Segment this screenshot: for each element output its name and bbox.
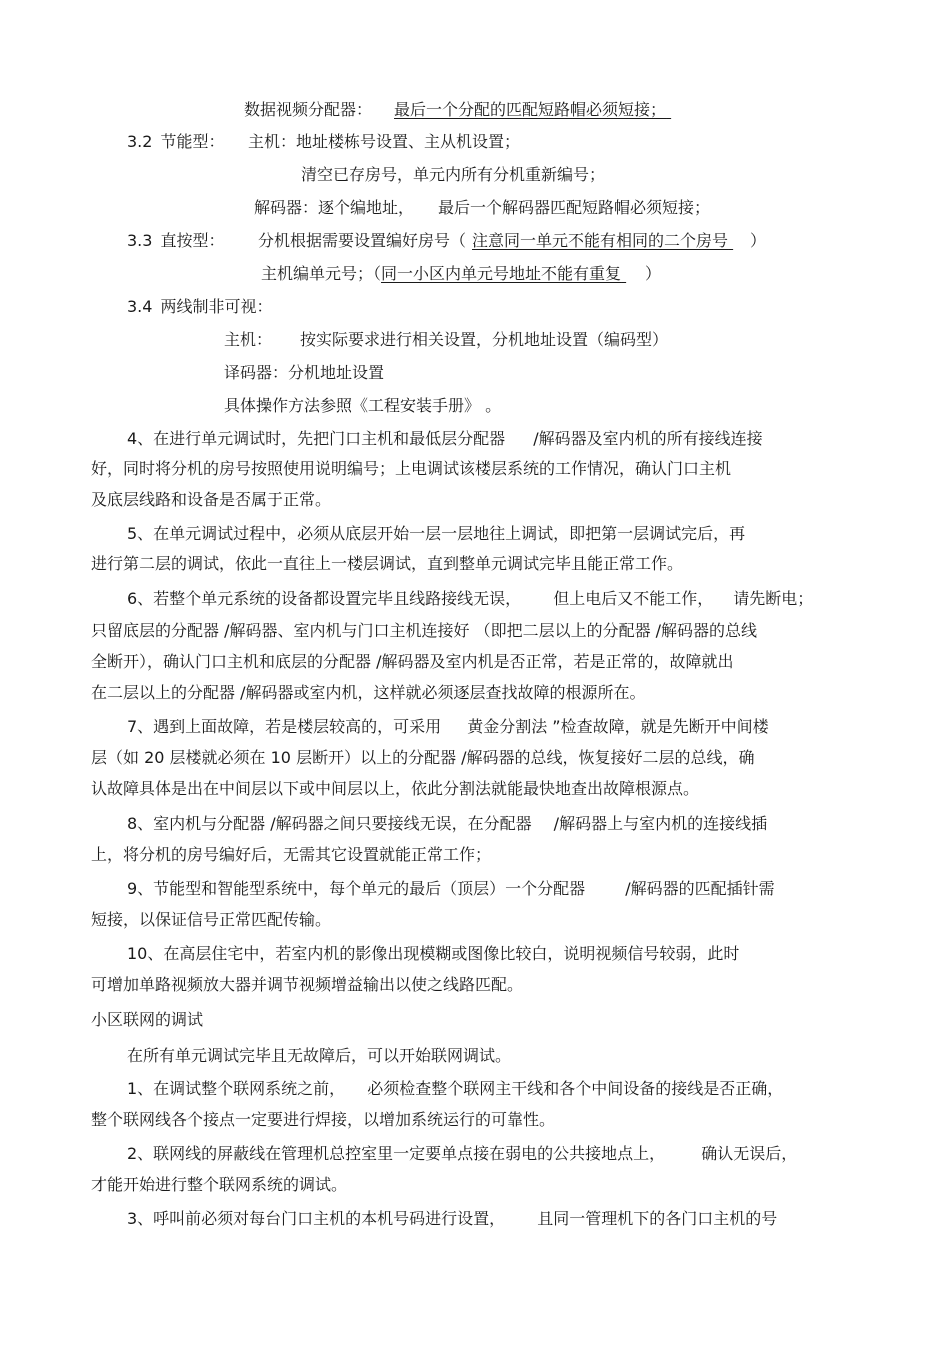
section-3-3-line1: 分机根据需要设置编好房号（ 注意同一单元不能有相同的二个房号 ） xyxy=(258,231,767,250)
para6-line3: 全断开），确认门口主机和底层的分配器 /解码器及室内机是否正常，若是正常的，故障就出 xyxy=(91,652,734,671)
para7-line1: 7、遇到上面故障，若是楼层较高的，可采用 黄金分割法 ”检查故障，就是先断开中间楼 xyxy=(127,717,769,736)
section-title: 两线制非可视： xyxy=(160,297,273,316)
para9-line2: 短接，以保证信号正常匹配传输。 xyxy=(91,910,332,929)
network-heading: 小区联网的调试 xyxy=(91,1010,204,1029)
para7-line3: 认故障具体是出在中间层以下或中间层以上，依此分割法就能最快地查出故障根源点。 xyxy=(91,779,700,798)
para6-line2: 只留底层的分配器 /解码器、室内机与门口主机连接好 （即把二层以上的分配器 /解码器的总线 xyxy=(91,621,758,640)
para8-line1: 8、室内机与分配器 /解码器之间只要接线无误，在分配器 /解码器上与室内机的连接线插 xyxy=(127,814,768,833)
section-title: 节能型： xyxy=(160,132,225,151)
section-number: 3.4 xyxy=(127,297,153,316)
section-3-2-line3: 解码器：逐个编地址， 最后一个解码器匹配短路帽必须短接； xyxy=(254,198,711,217)
network-p1-line2: 整个联网线各个接点一定要进行焊接，以增加系统运行的可靠性。 xyxy=(91,1110,556,1129)
para9-line1: 9、节能型和智能型系统中，每个单元的最后（顶层）一个分配器 /解码器的匹配插针需 xyxy=(127,879,775,898)
unit-number-note: 同一小区内单元号地址不能有重复 xyxy=(381,264,622,283)
para10-line2: 可增加单路视频放大器并调节视频增益输出以使之线路匹配。 xyxy=(91,975,524,994)
network-intro: 在所有单元调试完毕且无故障后，可以开始联网调试。 xyxy=(127,1046,512,1065)
para5-line1: 5、在单元调试过程中，必须从底层开始一层一层地往上调试，即把第一层调试完后，再 xyxy=(127,524,746,543)
para10-line1: 10、在高层住宅中，若室内机的影像出现模糊或图像比较白，说明视频信号较弱，此时 xyxy=(127,944,740,963)
section-3-2-line2: 清空已存房号，单元内所有分机重新编号； xyxy=(301,165,606,184)
section-3-3-header xyxy=(127,230,224,252)
section-3-2-line1: 主机：地址楼栋号设置、主从机设置； xyxy=(248,132,521,151)
para4-line2: 好，同时将分机的房号按照使用说明编号；上电调试该楼层系统的工作情况，确认门口主机 xyxy=(91,459,732,478)
section-3-2-header xyxy=(127,131,224,153)
para8-line2: 上，将分机的房号编好后，无需其它设置就能正常工作； xyxy=(91,845,492,864)
section-number: 3.2 xyxy=(127,132,153,151)
section-3-4-line1: 主机： 按实际要求进行相关设置，分机地址设置（编码型） xyxy=(224,330,669,349)
para7-line2: 层（如 20 层楼就必须在 10 层断开）以上的分配器 /解码器的总线，恢复接好二层的总线，确 xyxy=(91,748,755,767)
section-number: 3.3 xyxy=(127,231,153,250)
network-p2-line2: 才能开始进行整个联网系统的调试。 xyxy=(91,1175,348,1194)
para5-line2: 进行第二层的调试，依此一直往上一楼层调试，直到整单元调试完毕且能正常工作。 xyxy=(91,554,684,573)
video-splitter-label: 数据视频分配器： xyxy=(244,100,373,119)
section-3-4-header xyxy=(127,296,272,318)
video-splitter-line xyxy=(244,99,698,121)
section-3-3-line2: 主机编单元号；（同一小区内单元号地址不能有重复 ） xyxy=(261,264,662,283)
section-3-4-line3: 具体操作方法参照《工程安装手册》 。 xyxy=(224,396,502,415)
network-p1-line1: 1、在调试整个联网系统之前， 必须检查整个联网主干线和各个中间设备的接线是否正确， xyxy=(127,1079,784,1098)
para6-line1: 6、若整个单元系统的设备都设置完毕且线路接线无误， 但上电后又不能工作， 请先断电； xyxy=(127,589,814,608)
section-3-4-line2: 译码器：分机地址设置 xyxy=(224,363,385,382)
section-title: 直按型： xyxy=(160,231,225,250)
video-splitter-note: 最后一个分配的匹配短路帽必须短接； xyxy=(394,100,667,119)
network-p2-line1: 2、联网线的屏蔽线在管理机总控室里一定要单点接在弱电的公共接地点上， 确认无误后， xyxy=(127,1144,798,1163)
para4-line3: 及底层线路和设备是否属于正常。 xyxy=(91,490,332,509)
para4-line1: 4、在进行单元调试时，先把门口主机和最低层分配器 /解码器及室内机的所有接线连接 xyxy=(127,429,763,448)
para6-line4: 在二层以上的分配器 /解码器或室内机，这样就必须逐层查找故障的根源所在。 xyxy=(91,683,646,702)
network-p3-line1: 3、呼叫前必须对每台门口主机的本机号码进行设置， 且同一管理机下的各门口主机的号 xyxy=(127,1209,778,1228)
room-number-note: 注意同一单元不能有相同的二个房号 xyxy=(472,231,729,250)
